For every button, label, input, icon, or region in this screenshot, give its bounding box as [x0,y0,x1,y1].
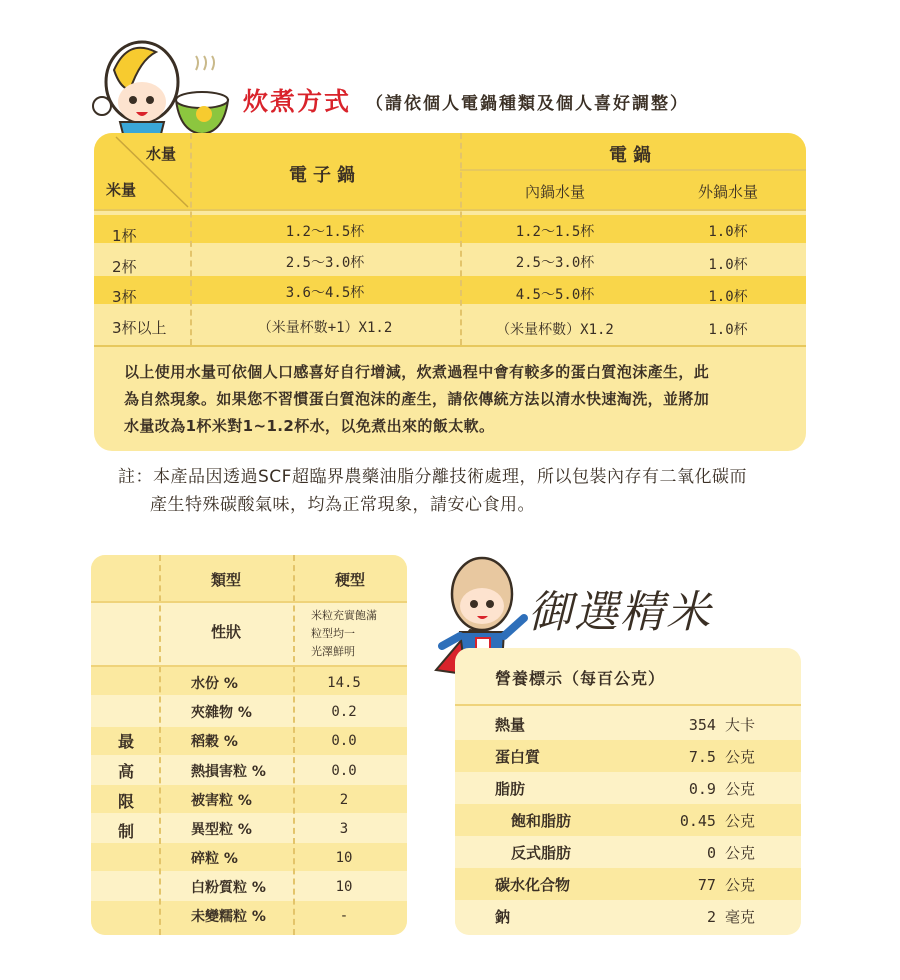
inner-water: （米量杯數）X1.2 [496,322,614,338]
header-electric-cooker: 電子鍋 [289,165,361,186]
property-line: 米粒充實飽滿 [311,609,377,622]
spec-row-value: 3 [339,821,349,837]
cooking-note [124,359,794,440]
spec-row-value: 14.5 [327,675,361,691]
nutrition-row [455,772,801,804]
spec-row-label: 未變糯粒 % [191,909,266,925]
max-limit-char: 最 [117,732,134,751]
rice-cups: 3杯以上 [112,319,167,337]
spec-header-japonica: 稉型 [334,571,365,589]
spec-row-label: 異型粒 % [191,822,252,838]
spec-property-value [311,607,377,661]
spec-row-value: 0.0 [331,763,357,779]
nutrient-label: 反式脂肪 [511,844,572,862]
cooking-water-table [94,133,806,451]
inner-water: 2.5～3.0杯 [515,255,595,271]
outer-water: 1.0杯 [708,257,748,273]
nutrient-value: 354 大卡 [688,716,755,734]
spec-row-label: 熱損害粒 % [191,764,266,780]
max-limit-char: 制 [117,822,134,841]
property-line: 光澤鮮明 [311,645,355,658]
rice-cups: 1杯 [112,227,137,245]
nutrition-row [455,900,801,932]
spec-row-value: 2 [339,792,349,808]
nutrient-value: 0.45 公克 [679,812,755,830]
spec-row-label: 碎粒 % [191,851,238,867]
electric-water: 1.2～1.5杯 [285,224,365,240]
header-divider [94,209,806,211]
header-inner-pot-water: 內鍋水量 [524,183,585,201]
nutrient-label: 脂肪 [495,780,526,798]
spec-row-value: 0.2 [331,704,357,720]
spec-row-label: 稻穀 % [191,734,238,750]
header-steam-cooker: 電鍋 [609,145,657,166]
nutrient-value: 0 公克 [706,844,755,862]
header-rice: 米量 [106,181,137,199]
spec-row-label: 白粉質粒 % [191,880,266,896]
rice-specification-table [91,555,407,935]
outer-water: 1.0杯 [708,224,748,240]
nutrition-facts-table [455,648,801,935]
nutrient-value: 77 公克 [697,876,755,894]
spec-header-divider [91,601,407,603]
nutrient-label: 飽和脂肪 [511,812,572,830]
carbon-dioxide-footnote [118,463,808,519]
spec-property-divider [91,665,407,667]
nutrition-row [455,740,801,772]
cooking-method-title: 炊煮方式 [243,87,352,116]
spec-row-value: 10 [335,850,353,866]
spec-property-label: 性狀 [210,623,241,641]
header-sub-divider [460,169,806,171]
spec-row-value: 0.0 [331,733,357,749]
nutrient-value: 2 毫克 [706,908,755,926]
footnote-line: 註：本產品因透過SCF超臨界農藥油脂分離技術處理，所以包裝內存有二氧化碳而 [118,467,747,487]
spec-row-label: 水份 % [191,676,238,692]
nutrition-row [455,708,801,740]
egg-mascot-with-rice-bowl-icon [84,30,239,140]
nutrient-value: 7.5 公克 [688,748,755,766]
cooking-method-subtitle: （請依個人電鍋種類及個人喜好調整） [366,94,689,114]
nutrient-label: 碳水化合物 [495,876,571,894]
spec-column-divider [159,555,161,935]
cooking-note-line: 為自然現象。如果您不習慣蛋白質泡沫的產生，請依傳統方法以清水快速淘洗，並將加 [124,390,710,408]
spec-row-value: 10 [335,879,353,895]
cooking-note-line: 水量改為1杯米對1~1.2杯水，以免煮出來的飯太軟。 [124,417,495,435]
nutrition-row [455,804,801,836]
nutrient-label: 蛋白質 [495,748,541,766]
electric-water: 2.5～3.0杯 [285,255,365,271]
max-limit-char: 高 [117,762,134,781]
nutrition-title-divider [455,704,801,706]
property-line: 粒型均一 [311,627,355,640]
nutrient-label: 熱量 [495,716,526,734]
spec-row-label: 被害粒 % [191,793,252,809]
inner-water: 1.2～1.5杯 [515,224,595,240]
nutrient-value: 0.9 公克 [688,780,755,798]
rows-bottom-divider [94,345,806,347]
nutrient-label: 鈉 [495,908,511,926]
spec-row-value: - [339,908,349,924]
outer-water: 1.0杯 [708,289,748,305]
nutrition-row [455,836,801,868]
electric-water: 3.6～4.5杯 [285,285,365,301]
spec-header-type: 類型 [210,571,241,589]
inner-water: 4.5～5.0杯 [515,287,595,303]
brand-name: 御選精米 [528,587,712,638]
max-limit-label [115,727,137,847]
max-limit-char: 限 [117,792,134,811]
cooking-note-line: 以上使用水量可依個人口感喜好自行增減，炊煮過程中會有較多的蛋白質泡沫產生，此 [124,363,710,381]
rice-cups: 2杯 [112,258,137,276]
header-outer-pot-water: 外鍋水量 [697,183,758,201]
nutrition-row [455,868,801,900]
nutrition-title: 營養標示（每百公克） [495,669,666,688]
electric-water: （米量杯數+1）X1.2 [257,320,393,336]
outer-water: 1.0杯 [708,322,748,338]
spec-row-label: 夾雜物 % [191,705,252,721]
footnote-line: 產生特殊碳酸氣味，均為正常現象，請安心食用。 [150,495,535,515]
header-water: 水量 [146,145,177,163]
rice-cups: 3杯 [112,288,137,306]
